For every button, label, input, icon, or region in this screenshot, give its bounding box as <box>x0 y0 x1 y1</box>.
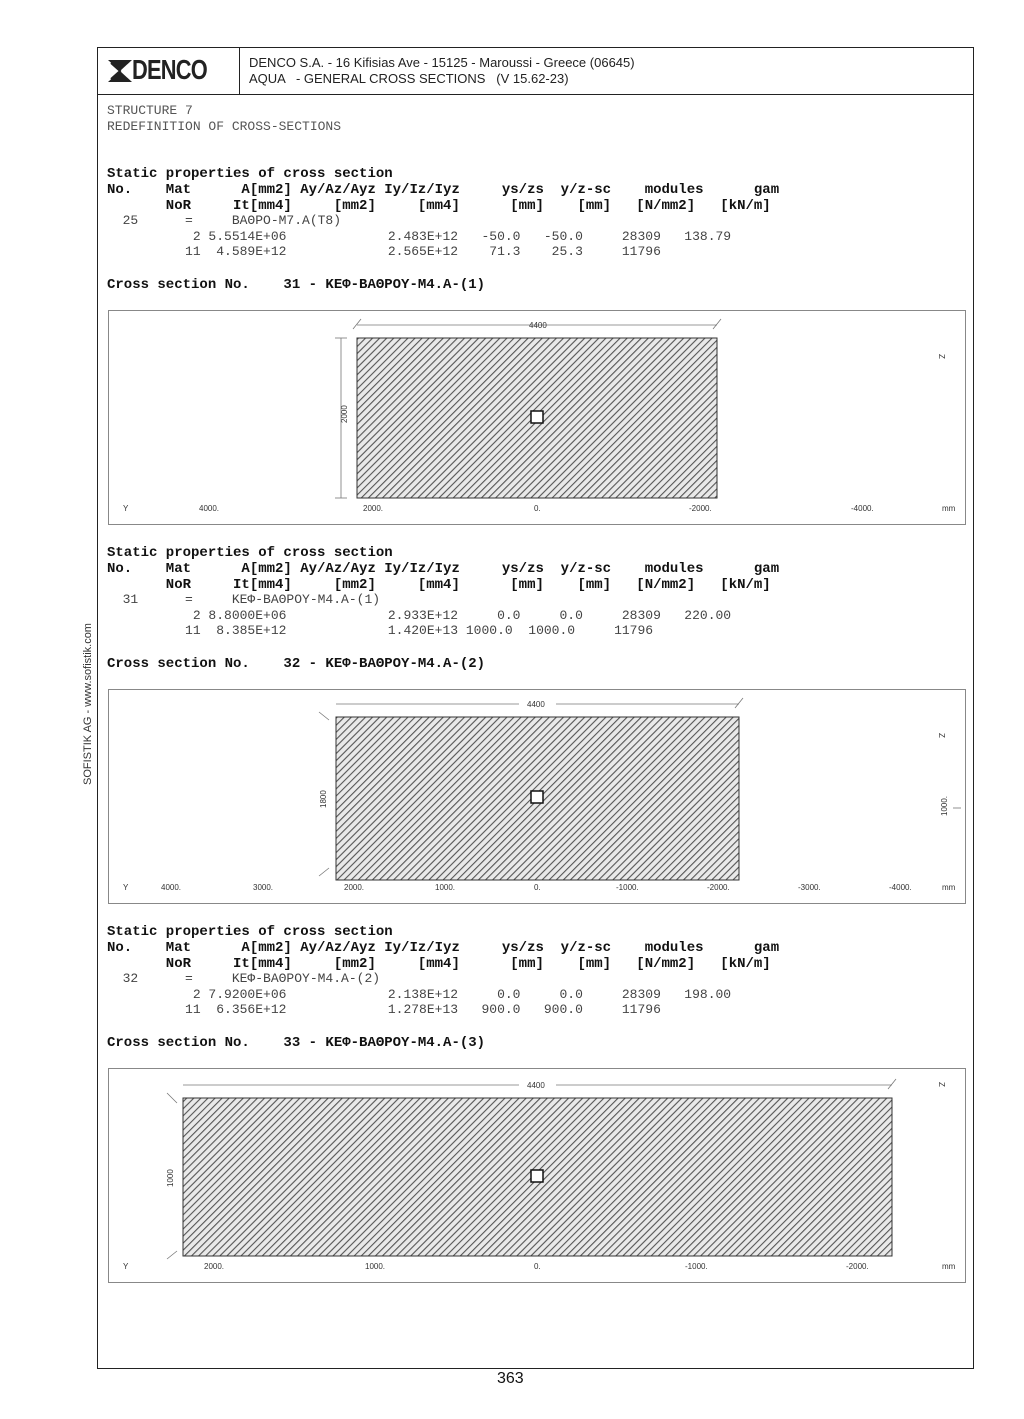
width-dimension-label: 4400 <box>527 1081 545 1090</box>
page-number: 363 <box>497 1370 524 1387</box>
axis-tick-label: -1000. <box>616 883 639 892</box>
centroid-marker-icon <box>531 1170 543 1182</box>
table-header-row: NoR It[mm4] [mm2] [mm4] [mm] [mm] [N/mm2] [kN/m] <box>107 198 771 214</box>
z-axis-label: Z <box>937 354 946 359</box>
axis-tick-label: 1000. <box>435 883 456 892</box>
centroid-marker-icon <box>531 411 543 423</box>
axis-tick-label: 4000. <box>161 883 182 892</box>
table-row: 11 4.589E+12 2.565E+12 71.3 25.3 11796 <box>107 244 661 259</box>
axis-tick-label: 2000. <box>204 1262 225 1271</box>
header-company-line: DENCO S.A. - 16 Kifisias Ave - 15125 - Maroussi - Greece (06645) <box>249 55 635 70</box>
cross-section-figure <box>108 1068 966 1283</box>
axis-tick-label: 3000. <box>253 883 274 892</box>
table-header-row: No. Mat A[mm2] Ay/Az/Ayz Iy/Iz/Iyz ys/zs y/z-sc modules gam <box>107 561 780 577</box>
table-row: 11 6.356E+12 1.278E+13 900.0 900.0 11796 <box>107 1002 661 1017</box>
axis-tick-label: -2000. <box>846 1262 869 1271</box>
table-row: 32 = KEΦ-BAΘPOY-M4.A-(2) <box>107 971 381 986</box>
axis-tick-label: -4000. <box>851 504 874 513</box>
z-tick-label: 1000. <box>940 795 949 816</box>
axis-tick-label: 2000. <box>344 883 365 892</box>
table-row: 11 8.385E+12 1.420E+13 1000.0 1000.0 11796 <box>107 623 654 638</box>
y-axis-label: Y <box>123 504 129 513</box>
y-axis-label: Y <box>123 883 129 892</box>
structure-subtitle: REDEFINITION OF CROSS-SECTIONS <box>107 119 342 134</box>
page-header <box>97 47 974 95</box>
axis-tick-label: 1000. <box>365 1262 386 1271</box>
table-row: 2 5.5514E+06 2.483E+12 -50.0 -50.0 28309 138.79 <box>107 229 732 244</box>
table-heading: Static properties of cross section <box>107 545 393 561</box>
height-dimension-label: 2000 <box>340 405 349 423</box>
axis-tick-label: -4000. <box>889 883 912 892</box>
table-heading: Static properties of cross section <box>107 924 393 940</box>
axis-tick-label: -3000. <box>798 883 821 892</box>
logo <box>97 47 240 94</box>
header-program-line: AQUA - GENERAL CROSS SECTIONS (V 15.62-23) <box>249 71 569 86</box>
table-header-row: No. Mat A[mm2] Ay/Az/Ayz Iy/Iz/Iyz ys/zs y/z-sc modules gam <box>107 182 780 198</box>
cross-section-caption: Cross section No. 33 - KEΦ-BAΘPOY-M4.A-(3) <box>107 1035 486 1051</box>
table-header-row: No. Mat A[mm2] Ay/Az/Ayz Iy/Iz/Iyz ys/zs y/z-sc modules gam <box>107 940 780 956</box>
axis-tick-label: -2000. <box>707 883 730 892</box>
axis-tick-label: 0. <box>534 883 541 892</box>
logo-mark-icon <box>108 60 132 82</box>
width-dimension-label: 4400 <box>529 321 547 330</box>
structure-title: STRUCTURE 7 <box>107 103 193 118</box>
axis-tick-label: -2000. <box>689 504 712 513</box>
table-header-row: NoR It[mm4] [mm2] [mm4] [mm] [mm] [N/mm2] [kN/m] <box>107 956 771 972</box>
z-axis-label: Z <box>937 733 946 738</box>
table-row: 2 7.9200E+06 2.138E+12 0.0 0.0 28309 198.00 <box>107 987 732 1002</box>
cross-section-caption: Cross section No. 32 - KEΦ-BAΘPOY-M4.A-(2) <box>107 656 486 672</box>
unit-label: mm <box>942 883 956 892</box>
centroid-marker-icon <box>531 791 543 803</box>
table-row: 25 = BAΘPO-M7.A(T8) <box>107 213 342 228</box>
table-heading: Static properties of cross section <box>107 166 393 182</box>
unit-label: mm <box>942 504 956 513</box>
axis-tick-label: 0. <box>534 504 541 513</box>
axis-tick-label: 0. <box>534 1262 541 1271</box>
cross-section-caption: Cross section No. 31 - KEΦ-BAΘPOY-M4.A-(1) <box>107 277 486 293</box>
table-row: 2 8.8000E+06 2.933E+12 0.0 0.0 28309 220.00 <box>107 608 732 623</box>
cross-section-figure <box>108 310 966 525</box>
z-axis-label: Z <box>937 1082 946 1087</box>
cross-section-figure <box>108 689 966 904</box>
height-dimension-label: 1000 <box>166 1169 175 1187</box>
axis-tick-label: -1000. <box>685 1262 708 1271</box>
axis-tick-label: 4000. <box>199 504 220 513</box>
width-dimension-label: 4400 <box>527 700 545 709</box>
height-dimension-label: 1800 <box>319 790 328 808</box>
table-row: 31 = KEΦ-BAΘPOY-M4.A-(1) <box>107 592 381 607</box>
unit-label: mm <box>942 1262 956 1271</box>
y-axis-label: Y <box>123 1262 129 1271</box>
axis-tick-label: 2000. <box>363 504 384 513</box>
table-header-row: NoR It[mm4] [mm2] [mm4] [mm] [mm] [N/mm2] [kN/m] <box>107 577 771 593</box>
logo-text: DENCO <box>132 54 207 85</box>
side-watermark: SOFISTIK AG - www.sofistik.com <box>82 623 94 785</box>
